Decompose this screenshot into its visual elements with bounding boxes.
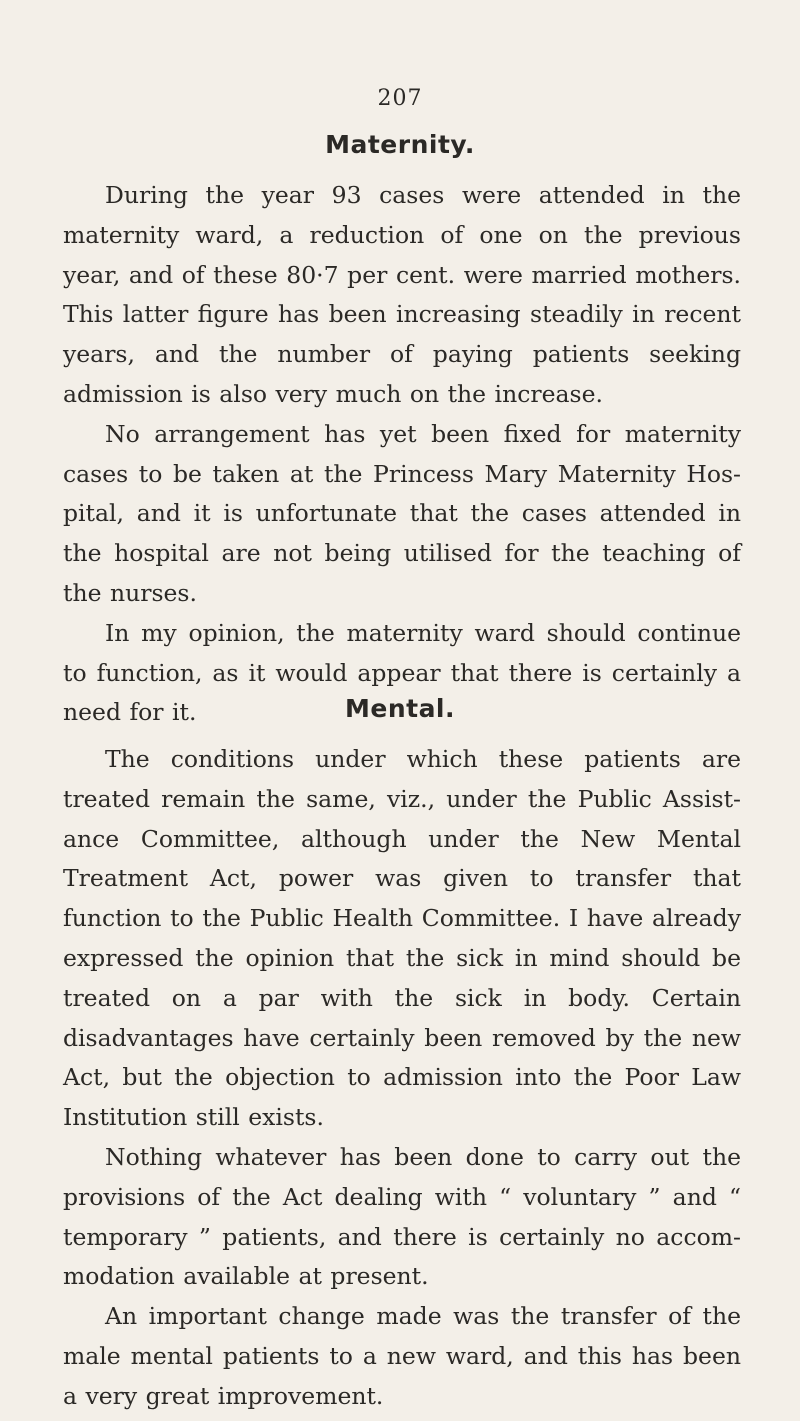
paragraph: An important change made was the transfer of the male mental patients to a new ward, and this has been a very great improvement. [63, 1302, 741, 1410]
paragraph: During the year 93 cases were attended in the maternity ward, a reduction of one on the previous year, and of these 80·7 per cent. were married mothers. This latter figure has been increasing steadily in recent years, and the number of paying patients seeking admission is also very much on the increase. [63, 181, 741, 408]
paragraph: No arrangement has yet been fixed for maternity cases to be taken at the Princess Mary Maternity Hospital, and it is unfortunate that the cases attended in the hospital are not being utilised for the teaching of the nurses. [63, 419, 741, 607]
section-mental [63, 740, 741, 1417]
page-number: 207 [377, 86, 423, 111]
section-heading-mental: Mental. [344, 694, 456, 723]
paragraph: The conditions under which these patients are treated remain the same, viz., under the Public Assistance Committee, although under the New Mental Treatment Act, power was given to transfer that function to the Public Health Committee. I have already expressed the opinion that the sick in mind should be treated on a par with the sick in body. Certain disadvantages have certainly been removed by the new Act, but the objection to admission into the Poor Law Institution still exists. [63, 745, 741, 1132]
paragraph: Nothing whatever has been done to carry out the provisions of the Act dealing with “ voluntary ” and “ temporary ” patients, and there is certainly no accommodation available at present. [63, 1142, 741, 1291]
section-maternity [63, 176, 741, 733]
paragraph: In my opinion, the maternity ward should continue to function, as it would appear that there is certainly a need for it. [63, 618, 741, 727]
section-heading-maternity: Maternity. [325, 130, 475, 159]
